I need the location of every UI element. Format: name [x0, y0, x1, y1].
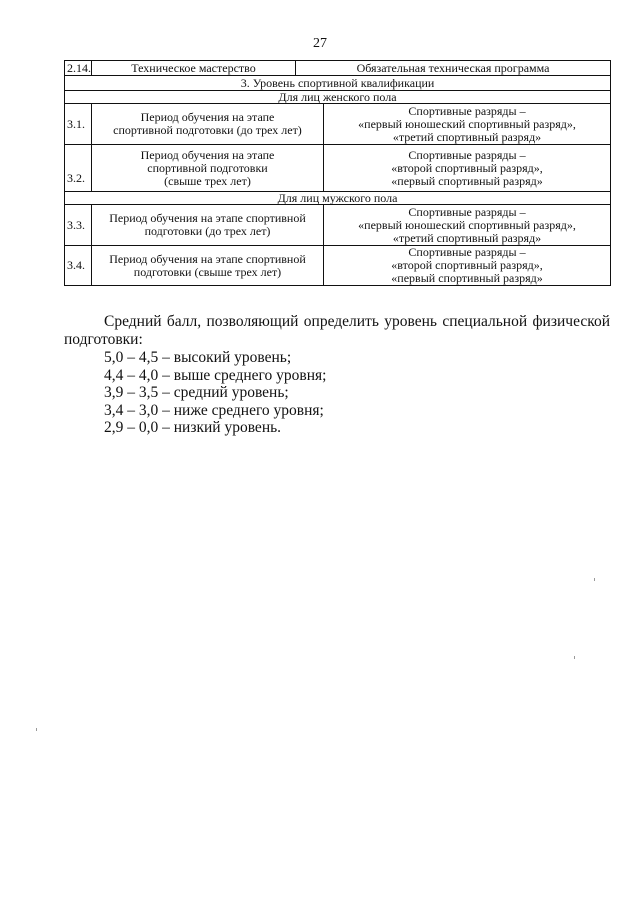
- standard-line: «третий спортивный разряд»: [392, 129, 542, 144]
- list-item: 2,9 – 0,0 – низкий уровень.: [104, 419, 282, 436]
- men-title-row: [65, 192, 611, 205]
- row-number: 3.1.: [65, 104, 92, 145]
- test-name: Техническое мастерство: [92, 61, 296, 76]
- table-row-2-14: [65, 61, 611, 76]
- standard-line: «первый спортивный разряд»: [391, 271, 543, 285]
- scoring-intro: Средний балл, позволяющий определить уровень специальной физической подготовки:: [64, 313, 610, 348]
- standard-line: «первый спортивный разряд»: [391, 173, 543, 188]
- period-line: подготовки (свыше трех лет): [133, 264, 282, 279]
- table-row: [65, 205, 611, 246]
- period-cell: [92, 246, 324, 286]
- period-line: Период обучения на этапе спортивной: [109, 251, 306, 266]
- standard-cell: [324, 145, 611, 192]
- list-item: 3,9 – 3,5 – средний уровень;: [104, 384, 289, 401]
- standard-value: Обязательная техническая программа: [296, 61, 611, 76]
- standard-line: «третий спортивный разряд»: [392, 230, 542, 245]
- standard-line: Спортивные разряды –: [408, 103, 526, 118]
- period-cell: [92, 145, 324, 192]
- row-number: 3.3.: [65, 205, 92, 246]
- table-row: [65, 246, 611, 286]
- standard-line: Спортивные разряды –: [408, 245, 526, 259]
- scoring-levels: [64, 349, 610, 437]
- period-line: (свыше трех лет): [164, 173, 251, 188]
- period-line: спортивной подготовки (до трех лет): [113, 123, 302, 137]
- standard-line: Спортивные разряды –: [408, 204, 526, 219]
- standard-line: «первый юношеский спортивный разряд»,: [358, 217, 576, 232]
- list-item: 4,4 – 4,0 – выше среднего уровня;: [104, 366, 327, 384]
- row-number: 3.4.: [65, 246, 92, 286]
- row-number: 2.14.: [65, 61, 92, 76]
- section-title: 3. Уровень спортивной квалификации: [65, 76, 611, 91]
- period-line: Период обучения на этапе спортивной: [109, 211, 306, 225]
- table-row: [65, 145, 611, 192]
- women-title-row: [65, 91, 611, 104]
- list-item: 3,4 – 3,0 – ниже среднего уровня;: [104, 401, 324, 419]
- period-line: Период обучения на этапе: [140, 110, 275, 124]
- men-title: Для лиц мужского пола: [65, 192, 611, 205]
- standard-cell: [324, 205, 611, 246]
- section-title-row: [65, 76, 611, 91]
- women-title: Для лиц женского пола: [65, 91, 611, 104]
- standard-line: Спортивные разряды –: [408, 147, 526, 162]
- scoring-section: [64, 313, 610, 437]
- period-line: подготовки (до трех лет): [144, 224, 271, 238]
- scan-speck: [36, 728, 37, 731]
- row-number: 3.2.: [65, 145, 92, 192]
- scan-speck: [574, 656, 575, 659]
- standard-line: «второй спортивный разряд»,: [391, 160, 543, 175]
- period-line: Период обучения на этапе: [140, 147, 275, 162]
- period-cell: [92, 205, 324, 246]
- standard-cell: [324, 104, 611, 145]
- period-cell: [92, 104, 324, 145]
- page-number: 27: [313, 36, 327, 51]
- scan-speck: [594, 578, 595, 581]
- standards-table: [64, 60, 610, 286]
- list-item: 5,0 – 4,5 – высокий уровень;: [104, 349, 292, 366]
- period-line: спортивной подготовки: [147, 160, 268, 175]
- standard-cell: [324, 246, 611, 286]
- table-row: [65, 104, 611, 145]
- standard-line: «первый юношеский спортивный разряд»,: [358, 116, 576, 131]
- standard-line: «второй спортивный разряд»,: [391, 258, 543, 272]
